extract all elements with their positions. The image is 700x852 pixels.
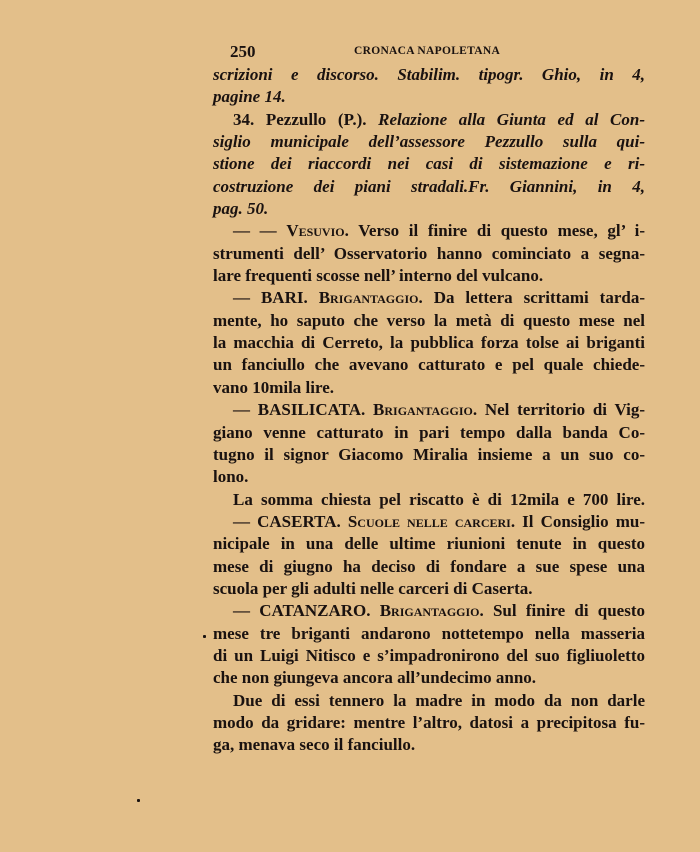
text-line — [213, 489, 645, 511]
text-line — [213, 287, 645, 309]
text-line — [213, 310, 645, 332]
line-text: . Verso il finire di questo mese, gl’ i- — [344, 221, 646, 241]
text-line — [213, 86, 645, 108]
section-heading: Brigantaggio — [318, 288, 419, 308]
section-heading: Vesuvio — [286, 221, 345, 241]
line-text: un fanciullo che avevano catturato e pel quale chiede- — [213, 355, 645, 375]
text-line — [213, 153, 645, 175]
text-line — [213, 109, 645, 131]
text-line — [213, 623, 645, 645]
text-line — [213, 444, 645, 466]
line-text: tugno il signor Giacomo Miralia insieme a un suo co- — [213, 444, 645, 464]
line-text: mese tre briganti andarono nottetempo nella masseria — [213, 623, 645, 643]
line-text: La somma chiesta pel riscatto è di 12mila e 700 lire. — [233, 489, 645, 509]
text-line — [213, 578, 645, 600]
entry-prefix: — BASILICATA. — [233, 400, 374, 420]
text-line — [213, 176, 645, 198]
line-text: ga, menava seco il fanciullo. — [213, 735, 416, 755]
entry-prefix: — BARI. — [233, 288, 319, 308]
stray-mark — [203, 635, 206, 638]
line-text: mese di giugno ha deciso di fondare a sue spese una — [213, 556, 645, 576]
line-text: . Il Consiglio mu- — [510, 511, 645, 531]
text-line — [213, 667, 645, 689]
entry-prefix: 34. Pezzullo (P.). — [233, 109, 379, 129]
line-text: stione dei riaccordi nei casi di sistemazione e ri- — [213, 154, 645, 174]
text-line — [213, 600, 645, 622]
text-line — [213, 511, 645, 533]
text-line — [213, 712, 645, 734]
text-line — [213, 690, 645, 712]
text-line — [213, 198, 645, 220]
text-line — [213, 377, 645, 399]
line-text: pagine 14. — [213, 87, 286, 107]
section-heading: Brigantaggio — [373, 400, 473, 420]
section-heading: Scuole nelle carceri — [347, 511, 511, 531]
line-text: strumenti dell’ Osservatorio hanno cominciato a segna- — [213, 243, 645, 263]
text-line — [213, 220, 645, 242]
line-text: modo da gridare: mentre l’altro, datosi a precipitosa fu- — [213, 712, 645, 732]
page-number: 250 — [230, 42, 256, 61]
line-text: . Da lettera scrittami tarda- — [418, 288, 645, 308]
text-line — [213, 533, 645, 555]
line-text: la macchia di Cerreto, la pubblica forza tolse ai briganti — [213, 333, 645, 353]
line-text: lono. — [213, 467, 249, 487]
text-line — [213, 734, 645, 756]
text-line — [213, 399, 645, 421]
body-text — [213, 64, 645, 757]
line-text: vano 10mila lire. — [213, 377, 335, 397]
line-text: scrizioni e discorso. Stabilim. tipogr. Ghio, in 4, — [213, 65, 645, 84]
line-text: nicipale in una delle ultime riunioni tenute in questo — [213, 534, 645, 554]
running-title: CRONACA NAPOLETANA — [354, 45, 501, 57]
text-line — [213, 645, 645, 667]
line-text: che non giungeva ancora all’undecimo anno. — [213, 668, 537, 688]
line-text: siglio municipale dell’assessore Pezzullo sulla qui- — [213, 132, 645, 152]
line-text: mente, ho saputo che verso la metà di questo mese nel — [213, 310, 645, 330]
line-text: lare frequenti scosse nell’ interno del vulcano. — [213, 266, 544, 286]
text-line — [213, 64, 645, 86]
text-line — [213, 131, 645, 153]
text-line — [213, 466, 645, 488]
page-header — [230, 42, 650, 62]
line-text: Relazione alla Giunta ed al Con- — [378, 109, 645, 129]
text-line — [213, 332, 645, 354]
line-text: di un Luigi Nitisco e s’impadronirono del suo figliuoletto — [213, 645, 645, 665]
text-line — [213, 422, 645, 444]
line-text: . Sul finire di questo — [479, 601, 645, 621]
entry-prefix: — CASERTA. — [233, 511, 348, 531]
line-text: costruzione dei piani stradali.Fr. Giannini, in 4, — [213, 176, 645, 196]
line-text: pag. 50. — [213, 199, 269, 219]
section-heading: Brigantaggio — [379, 601, 480, 621]
text-line — [213, 354, 645, 376]
line-text: giano venne catturato in pari tempo dalla banda Co- — [213, 422, 645, 442]
text-line — [213, 556, 645, 578]
entry-prefix: — — — [233, 221, 287, 241]
text-line — [213, 265, 645, 287]
text-line — [213, 243, 645, 265]
stray-mark — [137, 799, 140, 802]
entry-prefix: — CATANZARO. — [233, 601, 380, 621]
line-text: scuola per gli adulti nelle carceri di Caserta. — [213, 578, 533, 598]
line-text: Due di essi tennero la madre in modo da non darle — [233, 690, 645, 710]
line-text: . Nel territorio di Vig- — [472, 400, 645, 420]
